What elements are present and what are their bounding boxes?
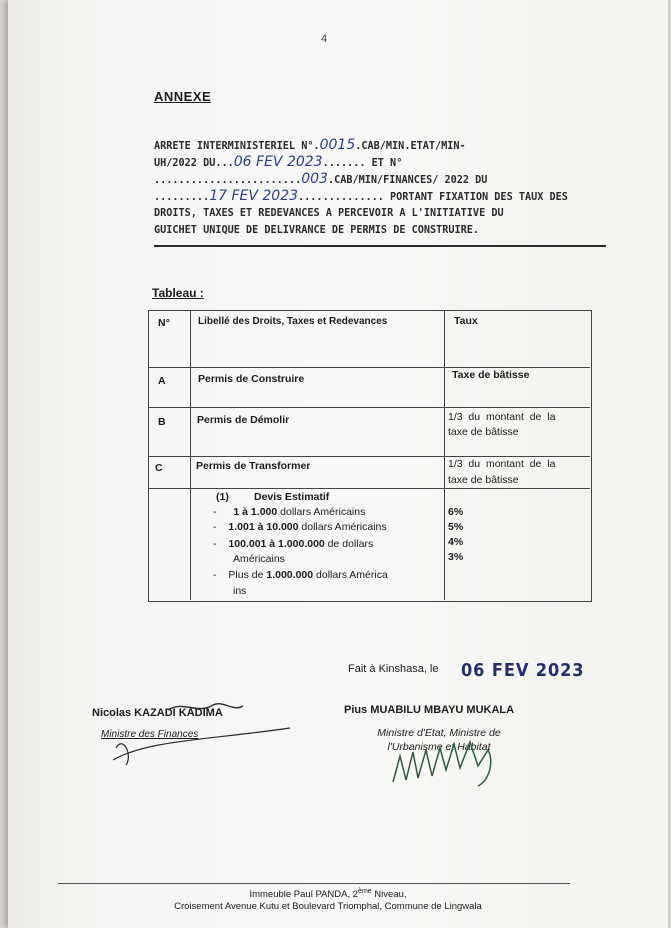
row-b-no: B: [158, 416, 166, 428]
signatory-right-name: Pius MUABILU MBAYU MUKALA: [344, 704, 515, 716]
footer-line-1: Immeuble Paul PANDA, 2ème Niveau,: [249, 888, 407, 901]
devis-rate-4: 3%: [448, 551, 464, 563]
devis-number: (1): [216, 491, 229, 503]
devis-item-2: - 1.001 à 10.000 dollars Américains: [213, 521, 387, 533]
annexe-title: ANNEXE: [154, 89, 212, 104]
devis-rate-3: 4%: [448, 536, 464, 548]
row-b-taux-2: taxe de bâtisse: [448, 426, 519, 438]
row-c-taux-1: 1/3 du montant de la: [448, 458, 556, 470]
devis-item-3-cont: Américains: [233, 553, 285, 565]
header-libelle: Libellé des Droits, Taxes et Redevances: [198, 316, 388, 327]
signatory-left-title: Ministre des Finances: [101, 729, 199, 740]
tableau-label: Tableau :: [152, 286, 204, 300]
signature-right-mark: [393, 742, 491, 786]
row-b-taux-1: 1/3 du montant de la: [448, 411, 556, 423]
signature-left-curl: [116, 744, 128, 765]
header-taux: Taux: [454, 315, 478, 327]
handwritten-number-2: 003: [301, 171, 328, 187]
devis-item-4-cont: ins: [233, 585, 247, 597]
row-a-no: A: [158, 375, 166, 387]
signature-marks: [8, 0, 668, 928]
devis-rate-1: 6%: [448, 506, 464, 518]
row-b-libelle: Permis de Démolir: [197, 414, 290, 426]
row-c-libelle: Permis de Transformer: [196, 460, 311, 472]
devis-item-4: - Plus de 1.000.000 dollars América: [213, 569, 388, 581]
signature-left-stroke: [113, 728, 290, 760]
arrete-line-2: UH/2022 DU...06 FEV 2023....... ET N°: [154, 154, 403, 170]
devis-item-3: - 100.001 à 1.000.000 de dollars: [213, 538, 374, 550]
row-c-taux-2: taxe de bâtisse: [448, 474, 519, 486]
fait-a-text: Fait à Kinshasa, le: [348, 663, 439, 675]
arrete-line-5: DROITS, TAXES ET REDEVANCES A PERCEVOIR A L'INITIATIVE DU: [154, 208, 504, 219]
signatory-right-title: Ministre d'Etat, Ministre de l'Urbanisme et Habitat: [377, 727, 501, 753]
row-a-taux: Taxe de bâtisse: [452, 369, 530, 381]
handwritten-date-1: 06 FEV 2023: [233, 154, 323, 170]
devis-item-1: - 1 à 1.000 dollars Américains: [213, 506, 366, 518]
footer-rule: [58, 883, 570, 884]
arrete-line-6: GUICHET UNIQUE DE DELIVRANCE DE PERMIS DE CONSTRUIRE.: [154, 225, 480, 236]
devis-rate-2: 5%: [448, 521, 464, 533]
row-c-no: C: [155, 462, 163, 474]
arrete-line-3: ........................003.CAB/MIN/FINANCES/ 2022 DU: [154, 171, 488, 187]
devis-title: Devis Estimatif: [254, 491, 330, 503]
handwritten-date-2: 17 FEV 2023: [209, 188, 299, 204]
signatory-left-name: Nicolas KAZADI KADIMA: [92, 707, 223, 719]
row-a-libelle: Permis de Construire: [198, 373, 305, 385]
arrete-line-1: ARRETE INTERMINISTERIEL N°.0015.CAB/MIN.ETAT/MIN-: [154, 137, 466, 153]
handwritten-number-1: 0015: [319, 137, 356, 153]
footer-line-2: Croisement Avenue Kutu et Boulevard Triomphal, Commune de Lingwala: [174, 901, 482, 913]
document-page: [8, 0, 668, 928]
signature-left-mark: [168, 704, 243, 710]
arrete-line-4: .........17 FEV 2023.............. PORTANT FIXATION DES TAUX DES: [154, 188, 568, 204]
date-stamp: 06 FEV 2023: [461, 660, 585, 681]
header-no: N°: [158, 317, 170, 329]
page-number: 4: [321, 33, 328, 45]
footer-address: [48, 886, 608, 913]
